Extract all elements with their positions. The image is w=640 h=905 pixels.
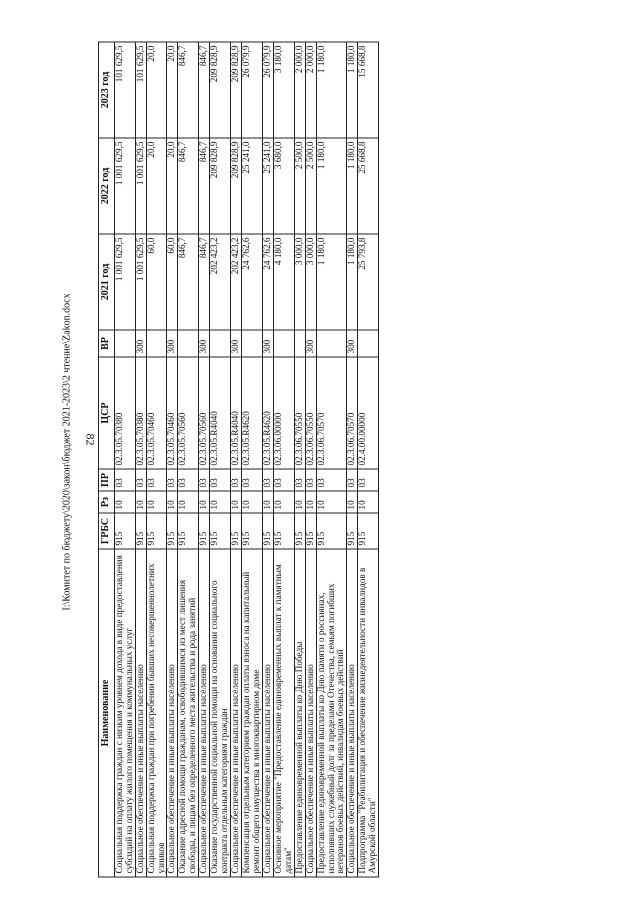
- table-cell: 03: [358, 469, 379, 491]
- table-row: [347, 42, 358, 877]
- table-cell: 1 180,0: [316, 138, 347, 234]
- table-cell: 60,0: [146, 234, 167, 330]
- table-cell: Оказание государственной социальной помощи на основании социального контракта отдельным категориям граждан: [210, 549, 231, 877]
- table-cell: Социальное обеспечение и иные выплаты населению: [347, 549, 358, 877]
- table-cell: 02.3.06.00000: [273, 357, 294, 469]
- table-cell: Основное мероприятие "Предоставление единовременных выплат к памятным датам": [273, 549, 294, 877]
- table-cell: 02.3.05.R4040: [210, 357, 231, 469]
- column-header: ЦСР: [99, 357, 115, 469]
- table-cell: 03: [294, 469, 305, 491]
- table-cell: 03: [178, 469, 199, 491]
- table-cell: 10: [347, 491, 358, 513]
- table-cell: 101 629,5: [135, 42, 146, 138]
- table-cell: 10: [262, 491, 273, 513]
- table-cell: Социальная поддержка граждан с низким уровнем дохода в виде предоставления субсидий на оплату жилого помещения и коммунальных услуг: [114, 549, 135, 877]
- table-cell: Подпрограмма "Реабилитация и обеспечение жизнедеятельности инвалидов в Амурской области": [358, 549, 379, 877]
- table-cell: 02.3.06.70570: [316, 357, 347, 469]
- table-cell: 846,7: [178, 234, 199, 330]
- table-row: [199, 42, 210, 877]
- table-cell: 1 001 629,5: [135, 138, 146, 234]
- table-row: [262, 42, 273, 877]
- table-cell: Компенсация отдельным категориям граждан оплаты взноса на капитальный ремонт общего имущества в многоквартирном доме: [242, 549, 263, 877]
- table-cell: Социальное обеспечение и иные выплаты населению: [231, 549, 242, 877]
- table-cell: Предоставление единовременной выплаты ко Дню памяти о россиянах, исполнявших служебный долг за пределами Отечества, семьям погибших ветеранов боевых действий, инвалидам боевых действий: [316, 549, 347, 877]
- table-cell: 300: [167, 330, 178, 357]
- table-cell: Оказание адресной помощи гражданам, освободившимся из мест лишения свободы, и лицам без определенного места жительства и рода занятий: [178, 549, 199, 877]
- table-cell: 25 241,0: [262, 138, 273, 234]
- table-cell: 300: [199, 330, 210, 357]
- table-cell: 209 828,9: [231, 138, 242, 234]
- budget-table: [98, 42, 379, 878]
- table-cell: [146, 330, 167, 357]
- table-cell: 25 241,0: [242, 138, 263, 234]
- table-cell: [210, 330, 231, 357]
- table-cell: 209 828,9: [210, 138, 231, 234]
- table-cell: Социальное обеспечение и иные выплаты населению: [262, 549, 273, 877]
- table-cell: 202 423,2: [210, 234, 231, 330]
- table-cell: 02.3.05.70460: [167, 357, 178, 469]
- table-cell: [178, 330, 199, 357]
- table-cell: 915: [146, 513, 167, 549]
- table-cell: 4 180,0: [273, 234, 294, 330]
- table-cell: 25 793,8: [358, 234, 379, 330]
- table-cell: 915: [231, 513, 242, 549]
- column-header: ГРБС: [99, 513, 115, 549]
- table-cell: 3 180,0: [273, 42, 294, 138]
- table-cell: 10: [146, 491, 167, 513]
- table-cell: 300: [135, 330, 146, 357]
- table-cell: 02.3.05.R4040: [231, 357, 242, 469]
- table-cell: 03: [305, 469, 316, 491]
- table-cell: 846,7: [178, 42, 199, 138]
- table-cell: 846,7: [199, 42, 210, 138]
- table-row: [167, 42, 178, 877]
- table-cell: 03: [231, 469, 242, 491]
- column-header: 2023 год: [99, 42, 115, 138]
- table-cell: Социальное обеспечение и иные выплаты населению: [135, 549, 146, 877]
- table-cell: 02.3.05.70560: [178, 357, 199, 469]
- table-cell: 02.3.06.70550: [294, 357, 305, 469]
- table-row: [114, 42, 135, 877]
- table-cell: 10: [199, 491, 210, 513]
- table-cell: 03: [167, 469, 178, 491]
- table-cell: 20,0: [167, 138, 178, 234]
- table-row: [210, 42, 231, 877]
- column-header: ВР: [99, 330, 115, 357]
- table-cell: [273, 330, 294, 357]
- table-cell: 03: [242, 469, 263, 491]
- table-cell: 846,7: [199, 138, 210, 234]
- table-cell: Социальная поддержка граждан при погребении бывших несовершеннолетних узников: [146, 549, 167, 877]
- table-cell: 26 079,9: [262, 42, 273, 138]
- table-cell: 915: [114, 513, 135, 549]
- table-cell: 1 001 629,5: [114, 138, 135, 234]
- table-cell: 2 500,0: [305, 138, 316, 234]
- table-row: [231, 42, 242, 877]
- table-cell: 846,7: [199, 234, 210, 330]
- table-cell: 300: [305, 330, 316, 357]
- table-cell: 915: [199, 513, 210, 549]
- table-cell: 915: [347, 513, 358, 549]
- table-cell: 02.3.05.70380: [135, 357, 146, 469]
- table-cell: 03: [114, 469, 135, 491]
- table-cell: [114, 330, 135, 357]
- table-cell: 915: [273, 513, 294, 549]
- table-cell: 1 180,0: [347, 42, 358, 138]
- table-cell: 02.4.00.00000: [358, 357, 379, 469]
- table-cell: 10: [210, 491, 231, 513]
- table-cell: Социальное обеспечение и иные выплаты населению: [199, 549, 210, 877]
- table-cell: 10: [231, 491, 242, 513]
- table-body: [114, 42, 378, 877]
- table-cell: 15 668,8: [358, 42, 379, 138]
- table-cell: Социальное обеспечение и иные выплаты населению: [167, 549, 178, 877]
- table-cell: 03: [273, 469, 294, 491]
- table-cell: 101 629,5: [114, 42, 135, 138]
- table-cell: 2 500,0: [294, 138, 305, 234]
- table-cell: 915: [294, 513, 305, 549]
- table-cell: 915: [178, 513, 199, 549]
- table-cell: 10: [242, 491, 263, 513]
- table-row: [294, 42, 305, 877]
- table-cell: 24 762,6: [242, 234, 263, 330]
- table-cell: 209 828,9: [231, 42, 242, 138]
- table-cell: 02.3.06.70570: [347, 357, 358, 469]
- table-cell: 10: [114, 491, 135, 513]
- table-cell: 10: [294, 491, 305, 513]
- table-row: [178, 42, 199, 877]
- table-cell: 03: [146, 469, 167, 491]
- table-cell: 915: [316, 513, 347, 549]
- table-cell: Социальное обеспечение и иные выплаты населению: [305, 549, 316, 877]
- table-cell: 1 001 629,5: [135, 234, 146, 330]
- rotated-page-content: [98, 43, 558, 878]
- table-cell: 3 000,0: [294, 234, 305, 330]
- table-cell: 60,0: [167, 234, 178, 330]
- table-cell: 10: [316, 491, 347, 513]
- table-cell: 03: [316, 469, 347, 491]
- table-cell: 300: [231, 330, 242, 357]
- footer-file-path: I:\Комитет по бюджету\2020\закон\бюджет 2021-2023\2 чтение\Zakon.docx: [61, 293, 73, 611]
- table-cell: 10: [135, 491, 146, 513]
- table-cell: 02.3.05.R4620: [242, 357, 263, 469]
- table-cell: 2 000,0: [305, 42, 316, 138]
- table-cell: 2 000,0: [294, 42, 305, 138]
- table-cell: 02.3.05.70380: [114, 357, 135, 469]
- column-header: Наименование: [99, 549, 115, 877]
- table-cell: 915: [135, 513, 146, 549]
- table-cell: 915: [167, 513, 178, 549]
- table-cell: 03: [210, 469, 231, 491]
- table-row: [242, 42, 263, 877]
- table-row: [273, 42, 294, 877]
- table-cell: 02.3.06.70550: [305, 357, 316, 469]
- table-cell: 300: [262, 330, 273, 357]
- column-header: ПР: [99, 469, 115, 491]
- table-cell: 10: [178, 491, 199, 513]
- table-cell: 915: [358, 513, 379, 549]
- table-cell: 1 180,0: [316, 42, 347, 138]
- table-cell: 915: [210, 513, 231, 549]
- table-cell: 202 423,2: [231, 234, 242, 330]
- table-cell: 03: [262, 469, 273, 491]
- column-header: Рз: [99, 491, 115, 513]
- table-cell: 20,0: [146, 42, 167, 138]
- table-cell: 300: [347, 330, 358, 357]
- table-cell: 25 668,8: [358, 138, 379, 234]
- table-row: [135, 42, 146, 877]
- table-cell: 3 680,0: [273, 138, 294, 234]
- table-cell: 10: [167, 491, 178, 513]
- table-cell: 26 079,9: [242, 42, 263, 138]
- table-cell: 02.3.05.70560: [199, 357, 210, 469]
- table-cell: [242, 330, 263, 357]
- table-cell: 1 180,0: [347, 234, 358, 330]
- table-cell: 02.3.05.70460: [146, 357, 167, 469]
- table-cell: 10: [273, 491, 294, 513]
- table-cell: 03: [347, 469, 358, 491]
- page-number: 82: [83, 433, 98, 446]
- table-cell: 20,0: [146, 138, 167, 234]
- table-cell: 03: [135, 469, 146, 491]
- table-cell: 915: [262, 513, 273, 549]
- table-cell: 3 000,0: [305, 234, 316, 330]
- table-header-row: [99, 42, 115, 877]
- table-row: [305, 42, 316, 877]
- table-cell: Предоставление единовременной выплаты ко Дню Победы: [294, 549, 305, 877]
- table-cell: 915: [242, 513, 263, 549]
- table-cell: 846,7: [178, 138, 199, 234]
- table-cell: 1 180,0: [316, 234, 347, 330]
- table-cell: 10: [358, 491, 379, 513]
- table-row: [146, 42, 167, 877]
- table-cell: 02.3.05.R4620: [262, 357, 273, 469]
- table-cell: [294, 330, 305, 357]
- table-cell: 20,0: [167, 42, 178, 138]
- table-cell: [358, 330, 379, 357]
- table-row: [316, 42, 347, 877]
- column-header: 2021 год: [99, 234, 115, 330]
- table-cell: [316, 330, 347, 357]
- table-cell: 24 762,6: [262, 234, 273, 330]
- column-header: 2022 год: [99, 138, 115, 234]
- table-cell: 209 828,9: [210, 42, 231, 138]
- table-cell: 915: [305, 513, 316, 549]
- table-cell: 1 180,0: [347, 138, 358, 234]
- table-row: [358, 42, 379, 877]
- table-cell: 1 001 629,5: [114, 234, 135, 330]
- table-cell: 10: [305, 491, 316, 513]
- table-cell: 03: [199, 469, 210, 491]
